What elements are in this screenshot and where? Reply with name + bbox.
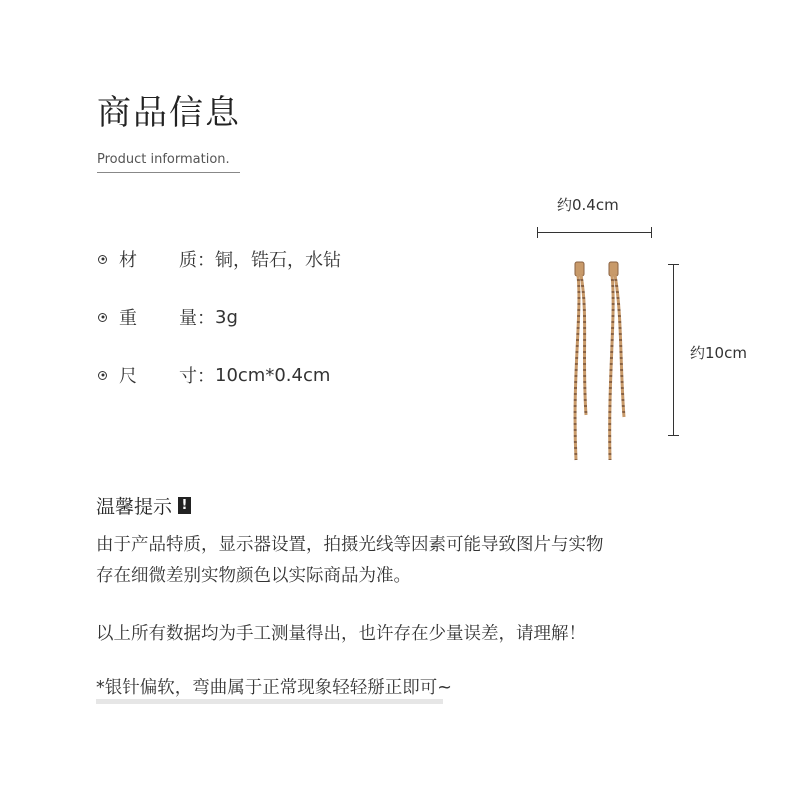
exclamation-icon: ! — [178, 497, 191, 514]
length-dimension-cap-bottom — [668, 435, 679, 436]
length-dimension-line — [673, 264, 674, 436]
page-subtitle: Product information. — [97, 152, 230, 167]
length-dimension-cap-top — [668, 264, 679, 265]
bullet-icon — [98, 371, 107, 380]
width-dimension-line — [537, 232, 652, 233]
width-dimension-cap-right — [651, 227, 652, 238]
spec-label: 重 量： — [119, 308, 215, 329]
spec-value: 铜，锆石，水钻 — [215, 250, 341, 271]
earring-product-image — [560, 255, 640, 475]
bullet-icon — [98, 255, 107, 264]
notice-title: 温馨提示 ! — [96, 492, 191, 519]
width-dimension-label: 约0.4cm — [557, 196, 619, 214]
spec-row-material — [98, 246, 341, 272]
width-dimension-cap-left — [537, 227, 538, 238]
notice-line-1: 由于产品特质，显示器设置，拍摄光线等因素可能导致图片与实物 — [96, 535, 604, 555]
spec-label: 材 质： — [119, 250, 215, 271]
spec-value: 3g — [215, 306, 238, 328]
bullet-icon — [98, 313, 107, 322]
spec-row-size — [98, 362, 330, 388]
notice-line-4: *银针偏软，弯曲属于正常现象轻轻掰正即可~ — [96, 678, 452, 698]
subtitle-underline — [97, 172, 240, 173]
spec-value: 10cm*0.4cm — [215, 364, 331, 386]
spec-row-weight — [98, 304, 238, 330]
page-title: 商品信息 — [97, 93, 241, 133]
notice-highlight-bar — [96, 699, 443, 704]
notice-line-2: 存在细微差别实物颜色以实际商品为准。 — [96, 566, 411, 586]
length-dimension-label: 约10cm — [690, 344, 747, 362]
notice-line-3: 以上所有数据均为手工测量得出，也许存在少量误差，请理解！ — [96, 624, 586, 644]
spec-label: 尺 寸： — [119, 366, 215, 387]
